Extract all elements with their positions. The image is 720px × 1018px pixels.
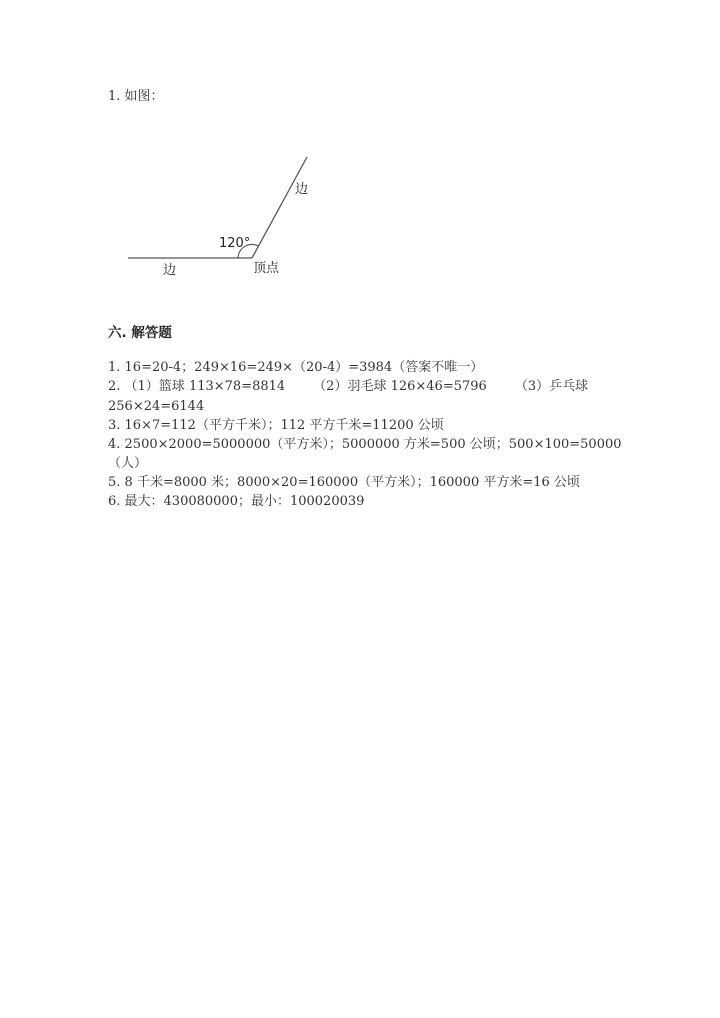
answer-3: 3. 16×7=112（平方千米）；112 平方千米=11200 公顷 <box>108 418 444 433</box>
answer-4: 4. 2500×2000=5000000（平方米）；5000000 方米=500 公顷；500×100=50000 <box>108 437 622 452</box>
vertex-label: 顶点 <box>253 261 280 276</box>
side-bottom-label: 边 <box>163 263 177 278</box>
answer-2-part-2: （2）羽毛球 126×46=5796 <box>313 379 487 394</box>
section-title: 六. 解答题 <box>108 325 172 341</box>
side-top-label: 边 <box>295 182 309 197</box>
answer-2-part-3: （3）乒乓球 <box>514 379 589 394</box>
answer-1: 1. 16=20-4；249×16=249×（20-4）=3984（答案不唯一） <box>108 360 484 375</box>
angle-side-top <box>252 157 307 258</box>
answer-5: 5. 8 千米=8000 米；8000×20=160000（平方米）；160000 平方米=16 公顷 <box>108 475 580 490</box>
answer-6: 6. 最大：430080000；最小：100020039 <box>108 494 365 509</box>
answer-2-part-1: 2. （1）篮球 113×78=8814 <box>108 379 286 394</box>
angle-label: 120° <box>219 236 251 251</box>
question-intro: 1. 如图： <box>108 89 164 104</box>
answer-2 <box>108 378 588 396</box>
answer-4-continued: （人） <box>108 456 148 471</box>
angle-figure <box>0 0 720 300</box>
answer-2-continued: 256×24=6144 <box>108 399 205 414</box>
